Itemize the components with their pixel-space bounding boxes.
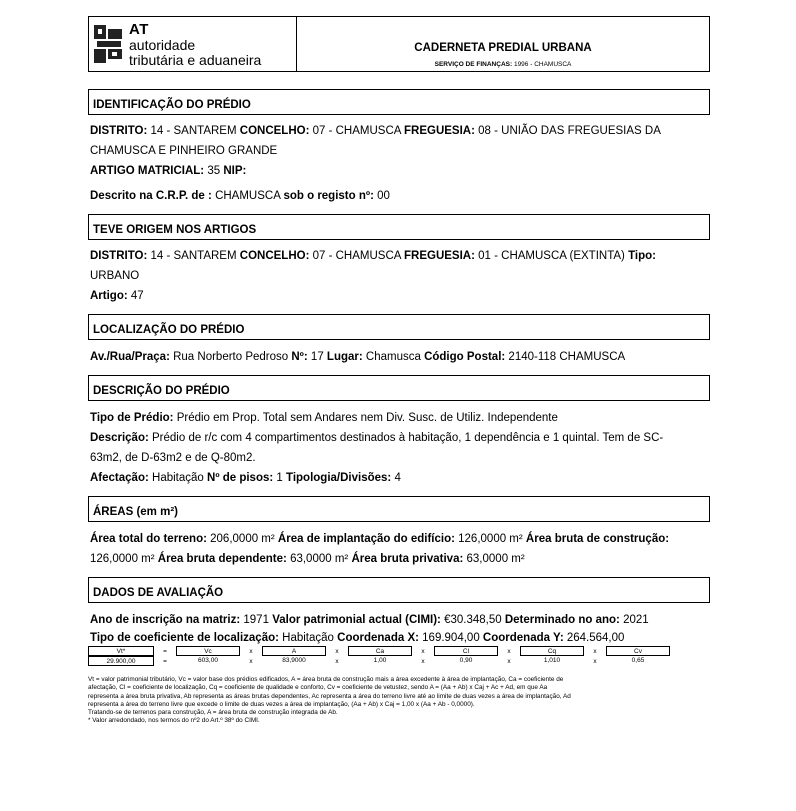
origem-tipo: URBANO xyxy=(90,270,140,282)
document-page xyxy=(88,16,710,726)
service-office: SERVIÇO DE FINANÇAS: 1996 - CHAMUSCA xyxy=(434,61,572,68)
section-avaliacao-heading: DADOS DE AVALIAÇÃO xyxy=(88,577,710,603)
descricao-desc-line1: Descrição: Prédio de r/c com 4 compartimentos destinados à habitação, 1 dependência e 1 quintal. Tem de SC- xyxy=(90,432,664,444)
footnote-line: representa a área do terreno livre que excede o limite de duas vezes a área de implantação, (Aa + Ab) x Caj = 1,00 x (Aa + Ab - 0,0000). xyxy=(88,700,475,708)
avaliacao-line1: Ano de inscrição na matriz: 1971 Valor patrimonial actual (CIMI): €30.348,50 Determinado no ano: 2021 xyxy=(90,614,649,626)
formula-value-cell: 83,9000 xyxy=(282,657,306,664)
at-emblem-icon xyxy=(93,23,125,65)
formula-operator: x xyxy=(249,647,253,655)
formula-header-cell: Ca xyxy=(348,646,412,656)
formula-header-cell: Cv xyxy=(606,646,670,656)
formula-operator: x xyxy=(335,657,339,665)
formula-operator: x xyxy=(593,657,597,665)
identificacao-location-line1: DISTRITO: 14 - SANTAREM CONCELHO: 07 - CHAMUSCA FREGUESIA: 08 - UNIÃO DAS FREGUESIAS DA xyxy=(90,125,661,137)
formula-value-cell: 1,00 xyxy=(373,657,387,664)
formula-value-cell: 1,010 xyxy=(543,657,561,664)
formula-operator: x xyxy=(507,657,511,665)
section-areas-heading: ÁREAS (em m²) xyxy=(88,496,710,522)
identificacao-artigo: ARTIGO MATRICIAL: 35 NIP: xyxy=(90,165,247,177)
formula-operator: = xyxy=(163,647,167,655)
origem-location-line1: DISTRITO: 14 - SANTAREM CONCELHO: 07 - CHAMUSCA FREGUESIA: 01 - CHAMUSCA (EXTINTA) Tipo: xyxy=(90,250,656,262)
section-identificacao-heading: IDENTIFICAÇÃO DO PRÉDIO xyxy=(88,89,710,115)
logo-line1: autoridade xyxy=(129,36,196,53)
footnote-line: Vt = valor patrimonial tributário, Vc = valor base dos prédios edificados, A = área bruta de construção mais a área excedente à área de implantação, Ca = coeficiente de xyxy=(88,676,564,683)
descricao-tipo: Tipo de Prédio: Prédio em Prop. Total sem Andares nem Div. Susc. de Utiliz. Independente xyxy=(90,412,558,424)
document-title: CADERNETA PREDIAL URBANA xyxy=(414,42,592,54)
formula-header-cell: Vc xyxy=(176,646,240,656)
descricao-desc-line2: 63m2, de D-63m2 e de Q-80m2. xyxy=(90,452,256,464)
areas-line1: Área total do terreno: 206,0000 m² Área de implantação do edifício: 126,0000 m² Área bruta de construção: xyxy=(90,533,670,545)
formula-value-cell: 603,00 xyxy=(198,657,218,664)
valuation-formula-value-row xyxy=(88,656,710,666)
formula-operator: x xyxy=(421,657,425,665)
formula-footnote xyxy=(88,676,710,726)
formula-operator: x xyxy=(335,647,339,655)
formula-header-cell: Vt* xyxy=(88,646,154,656)
avaliacao-line2: Tipo de coeficiente de localização: Habitação Coordenada X: 169.904,00 Coordenada Y: 264.564,00 xyxy=(90,632,625,644)
logo-abbr: AT xyxy=(129,20,149,38)
formula-value-cell: 0,65 xyxy=(631,657,645,664)
footnote-line: afectação, Cl = coeficiente de localização, Cq = coeficiente de qualidade e conforto, Cv = coeficiente de vetustez, sendo A = (Aa + Ab) x Caj + Ac + Ad, em que Aa xyxy=(88,684,548,692)
origem-artigo: Artigo: 47 xyxy=(90,290,144,302)
descricao-afectacao: Afectação: Habitação Nº de pisos: 1 Tipologia/Divisões: 4 xyxy=(90,472,401,484)
formula-operator: x xyxy=(421,647,425,655)
document-header xyxy=(88,16,710,72)
section-localizacao-heading: LOCALIZAÇÃO DO PRÉDIO xyxy=(88,314,710,340)
section-descricao-heading: DESCRIÇÃO DO PRÉDIO xyxy=(88,375,710,401)
formula-header-cell: A xyxy=(262,646,326,656)
formula-operator: x xyxy=(249,657,253,665)
formula-header-cell: Cl xyxy=(434,646,498,656)
formula-value-cell: 29.900,00 xyxy=(88,656,154,666)
logo-line2: tributária e aduaneira xyxy=(129,51,262,68)
footnote-line: * Valor arredondado, nos termos do nº2 do Art.º 38º do CIMI. xyxy=(88,717,260,725)
section-origem-heading: TEVE ORIGEM NOS ARTIGOS xyxy=(88,214,710,240)
formula-operator: x xyxy=(593,647,597,655)
formula-operator: = xyxy=(163,657,167,665)
footnote-line: Tratando-se de terrenos para construção, A = área bruta de construção integrada de Ab. xyxy=(88,709,338,717)
formula-header-cell: Cq xyxy=(520,646,584,656)
formula-value-cell: 0,90 xyxy=(459,657,473,664)
identificacao-location-line2: CHAMUSCA E PINHEIRO GRANDE xyxy=(90,145,278,157)
areas-line2: 126,0000 m² Área bruta dependente: 63,0000 m² Área bruta privativa: 63,0000 m² xyxy=(90,553,525,565)
localizacao-address: Av./Rua/Praça: Rua Norberto Pedroso Nº: 17 Lugar: Chamusca Código Postal: 2140-118 CHAMUSCA xyxy=(90,351,626,363)
identificacao-crp: Descrito na C.R.P. de : CHAMUSCA sob o registo nº: 00 xyxy=(90,190,390,202)
footnote-line: representa a área bruta privativa, Ab representa as áreas brutas dependentes, Ac representa a área do terreno livre até ao limite de duas vezes a área de implantação, Ad xyxy=(88,692,571,700)
formula-operator: x xyxy=(507,647,511,655)
at-logo xyxy=(89,17,297,71)
valuation-formula-header-row xyxy=(88,646,710,656)
